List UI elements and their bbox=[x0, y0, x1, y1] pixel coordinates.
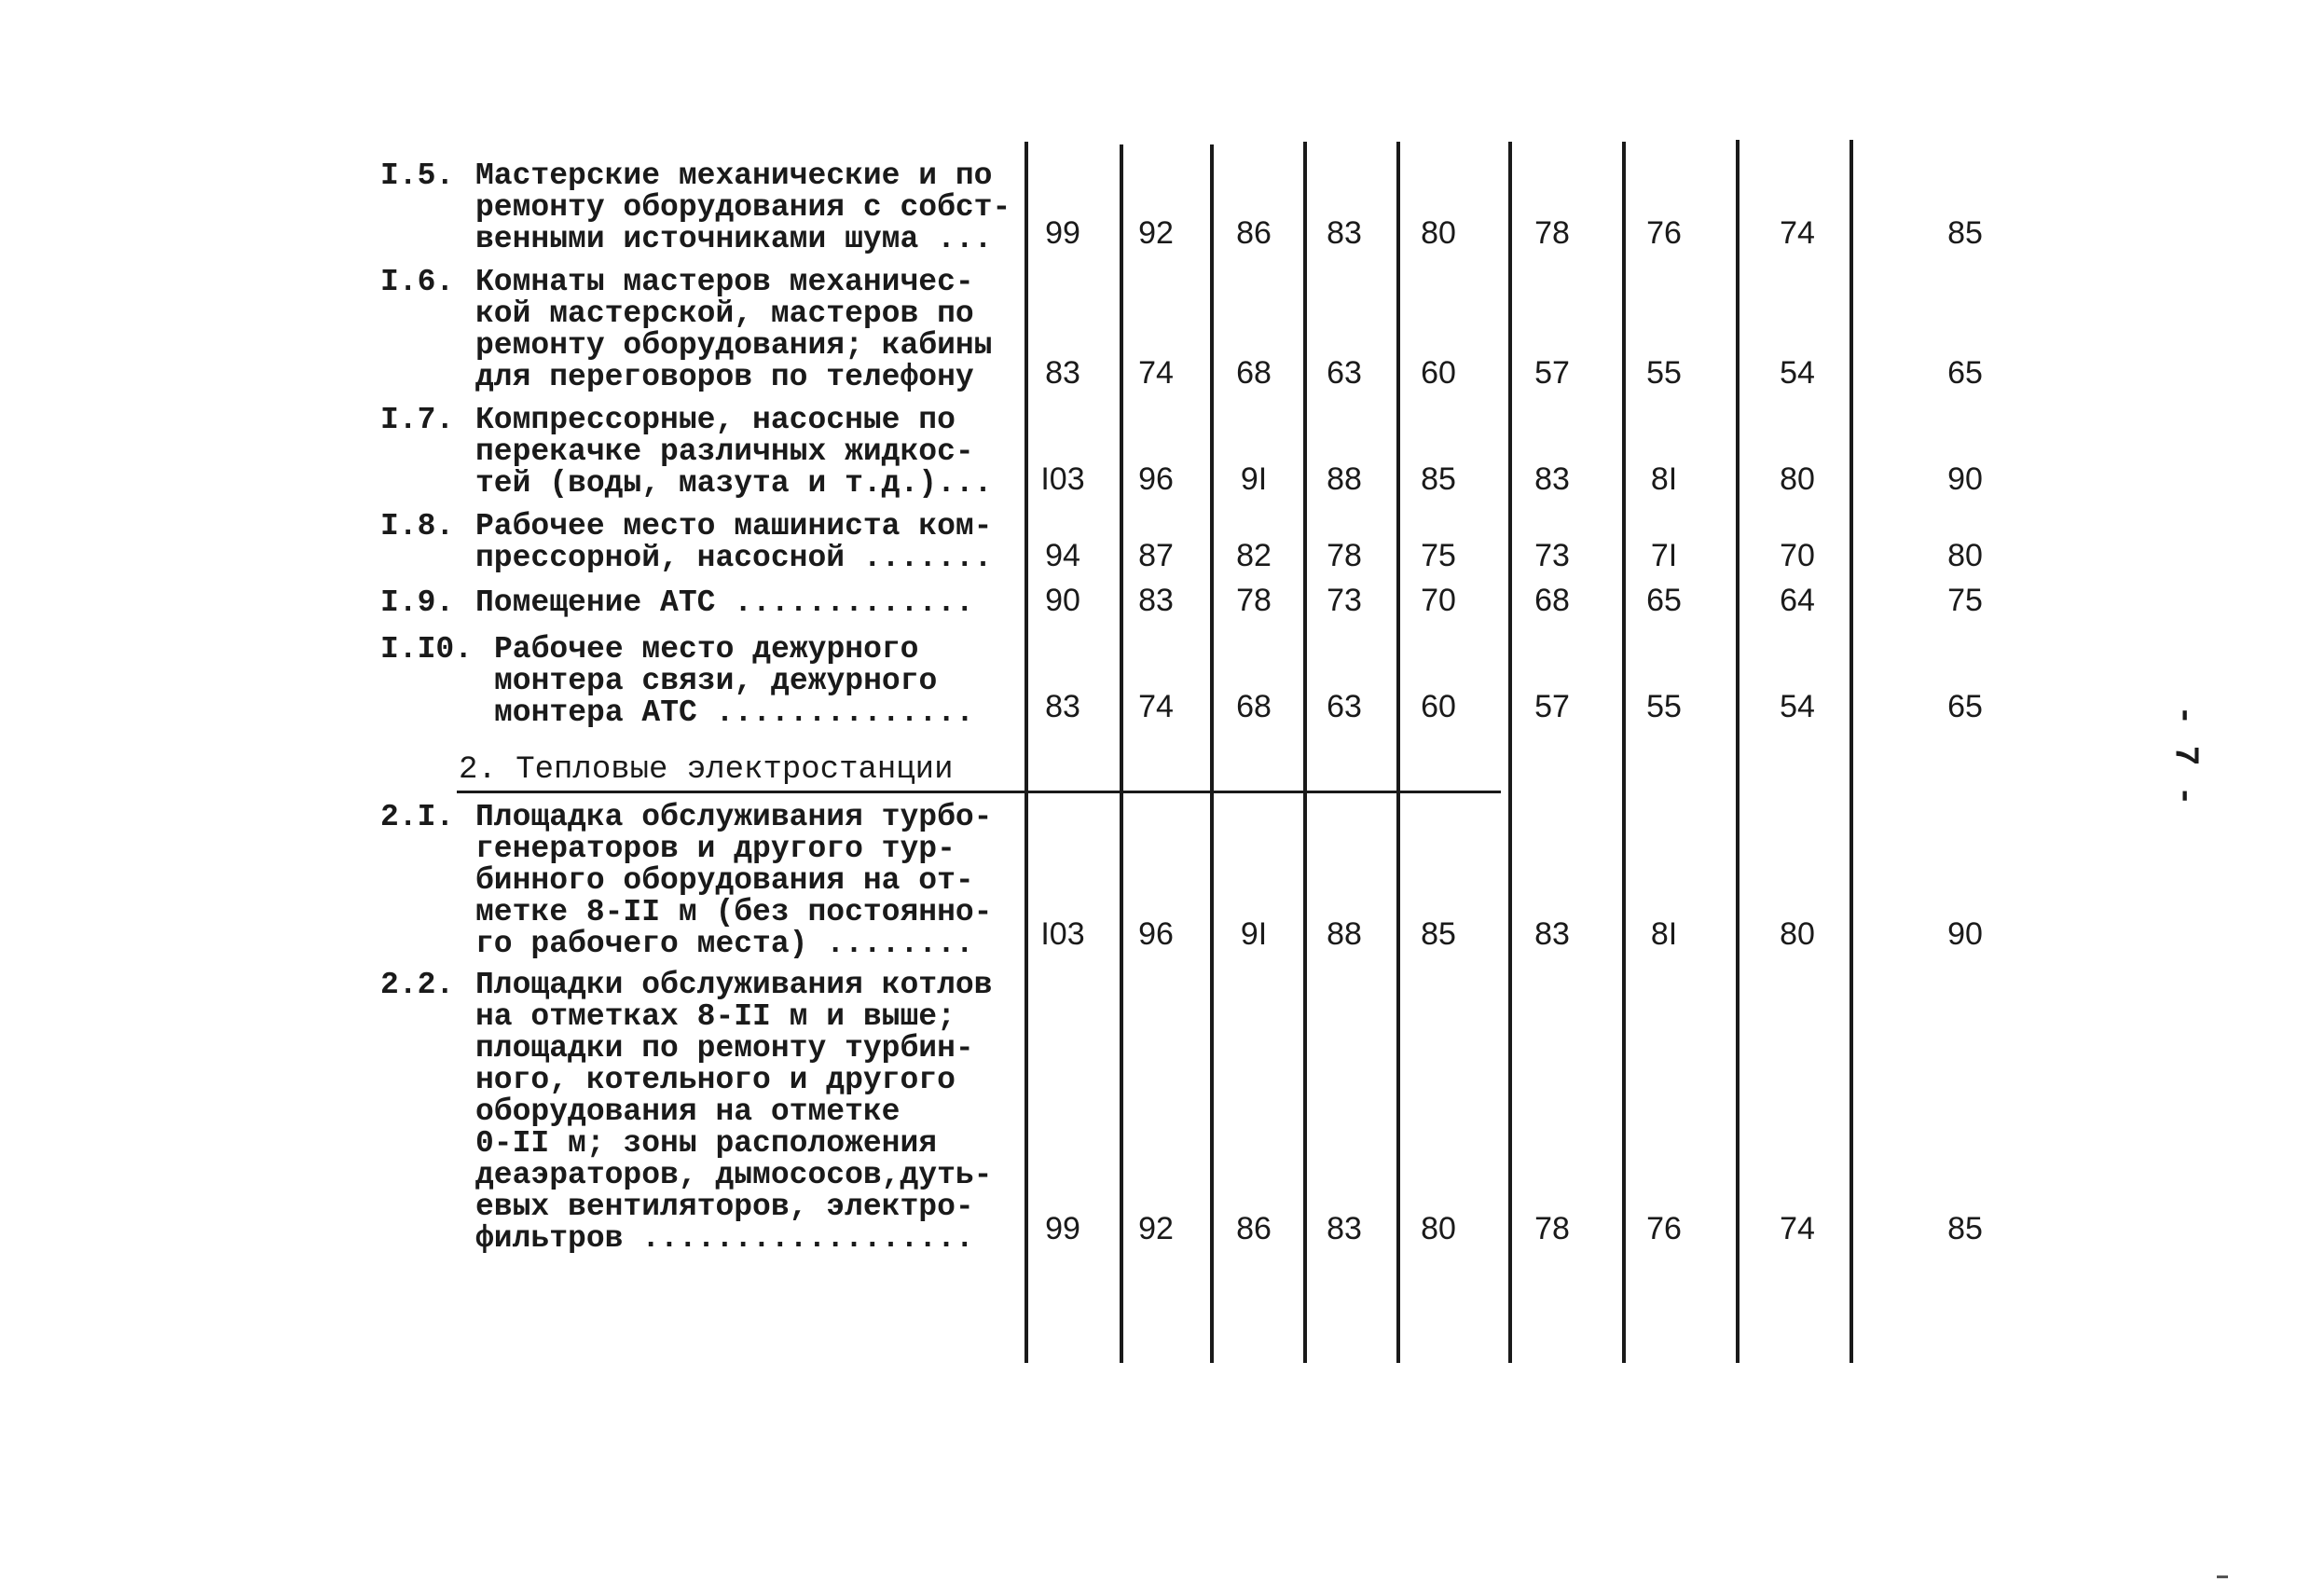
table-cell-value: 74 bbox=[1138, 355, 1174, 391]
row-description: Комнаты мастеров механичес- кой мастерской, мастеров по ремонту оборудования; кабины для переговоров по телефону bbox=[475, 265, 993, 394]
column-rule bbox=[1024, 142, 1028, 1363]
table-cell-value: 83 bbox=[1138, 583, 1174, 618]
table-cell-value: 76 bbox=[1646, 1211, 1682, 1246]
table-cell-value: 83 bbox=[1327, 215, 1362, 251]
table-cell-value: 78 bbox=[1534, 215, 1570, 251]
row-number: I.8. bbox=[380, 509, 455, 543]
table-cell-value: 86 bbox=[1236, 215, 1272, 251]
table-cell-value: 80 bbox=[1947, 538, 1983, 573]
table-cell-value: 73 bbox=[1534, 538, 1570, 573]
table-cell-value: 90 bbox=[1947, 916, 1983, 952]
row-description: Площадки обслуживания котлов на отметках 8-II м и выше; площадки по ремонту турбин- ного, котельного и другого оборудования на отметке 0-II м; зоны расположения деаэраторов, дымососов,дуть- евых вентиляторов, электро- фильтров .................. bbox=[475, 968, 993, 1256]
row-description: Мастерские механические и по ремонту оборудования с собст- венными источниками шума ... bbox=[475, 158, 1011, 256]
table-cell-value: 70 bbox=[1421, 583, 1456, 618]
row-number: 2.I. bbox=[380, 800, 455, 834]
table-cell-value: 88 bbox=[1327, 916, 1362, 952]
column-rule bbox=[1210, 144, 1214, 1363]
column-rule bbox=[1120, 144, 1123, 1363]
table-cell-value: 75 bbox=[1947, 583, 1983, 618]
table-cell-value: 92 bbox=[1138, 1211, 1174, 1246]
table-cell-value: 57 bbox=[1534, 689, 1570, 724]
table-cell-value: I03 bbox=[1040, 461, 1085, 497]
row-number: I.I0. bbox=[380, 632, 474, 667]
column-rule bbox=[1736, 140, 1740, 1363]
row-number: 2.2. bbox=[380, 968, 455, 1002]
row-description: Помещение АТС ............. bbox=[475, 585, 974, 620]
row-number: I.9. bbox=[380, 585, 455, 620]
scan-mark bbox=[2217, 1575, 2228, 1578]
table-cell-value: 9I bbox=[1240, 916, 1268, 952]
table-cell-value: 8I bbox=[1650, 916, 1678, 952]
table-cell-value: 60 bbox=[1421, 355, 1456, 391]
section-title-underline bbox=[457, 791, 1501, 793]
row-number: I.6. bbox=[380, 265, 455, 299]
row-number: I.7. bbox=[380, 403, 455, 437]
table-cell-value: 96 bbox=[1138, 916, 1174, 952]
table-cell-value: 78 bbox=[1327, 538, 1362, 573]
table-cell-value: 78 bbox=[1236, 583, 1272, 618]
row-description: Площадка обслуживания турбо- генераторов и другого тур- бинного оборудования на от- метке 8-II м (без постоянно- го рабочего места) ........ bbox=[475, 800, 993, 961]
page-number: - 7 - bbox=[2166, 705, 2205, 806]
table-cell-value: 60 bbox=[1421, 689, 1456, 724]
table-cell-value: 99 bbox=[1045, 215, 1080, 251]
table-cell-value: I03 bbox=[1040, 916, 1085, 952]
table-cell-value: 68 bbox=[1236, 355, 1272, 391]
table-cell-value: 9I bbox=[1240, 461, 1268, 497]
table-cell-value: 92 bbox=[1138, 215, 1174, 251]
table-cell-value: 65 bbox=[1947, 689, 1983, 724]
table-cell-value: 65 bbox=[1646, 583, 1682, 618]
table-cell-value: 54 bbox=[1780, 355, 1815, 391]
table-cell-value: 83 bbox=[1534, 461, 1570, 497]
table-cell-value: 64 bbox=[1780, 583, 1815, 618]
column-rule bbox=[1508, 142, 1512, 1363]
table-cell-value: 80 bbox=[1421, 1211, 1456, 1246]
row-description: Рабочее место машиниста ком- прессорной, насосной ....... bbox=[475, 509, 993, 575]
table-cell-value: 74 bbox=[1780, 215, 1815, 251]
table-cell-value: 85 bbox=[1421, 916, 1456, 952]
table-cell-value: 86 bbox=[1236, 1211, 1272, 1246]
table-cell-value: 65 bbox=[1947, 355, 1983, 391]
column-rule bbox=[1396, 142, 1400, 1363]
table-cell-value: 78 bbox=[1534, 1211, 1570, 1246]
table-cell-value: 57 bbox=[1534, 355, 1570, 391]
section-title: 2. Тепловые электростанции bbox=[459, 752, 954, 788]
column-rule bbox=[1303, 142, 1307, 1363]
table-cell-value: 96 bbox=[1138, 461, 1174, 497]
table-cell-value: 7I bbox=[1650, 538, 1678, 573]
table-cell-value: 88 bbox=[1327, 461, 1362, 497]
column-rule bbox=[1622, 142, 1626, 1363]
table-cell-value: 94 bbox=[1045, 538, 1080, 573]
table-cell-value: 90 bbox=[1045, 583, 1080, 618]
table-cell-value: 90 bbox=[1947, 461, 1983, 497]
table-cell-value: 8I bbox=[1650, 461, 1678, 497]
table-cell-value: 80 bbox=[1780, 916, 1815, 952]
table-cell-value: 73 bbox=[1327, 583, 1362, 618]
table-cell-value: 82 bbox=[1236, 538, 1272, 573]
table-cell-value: 85 bbox=[1947, 215, 1983, 251]
table-cell-value: 68 bbox=[1534, 583, 1570, 618]
table-cell-value: 83 bbox=[1534, 916, 1570, 952]
table-cell-value: 70 bbox=[1780, 538, 1815, 573]
table-cell-value: 83 bbox=[1327, 1211, 1362, 1246]
table-cell-value: 83 bbox=[1045, 689, 1080, 724]
table-cell-value: 80 bbox=[1780, 461, 1815, 497]
row-number: I.5. bbox=[380, 158, 455, 193]
table-cell-value: 63 bbox=[1327, 355, 1362, 391]
table-cell-value: 85 bbox=[1421, 461, 1456, 497]
table-cell-value: 68 bbox=[1236, 689, 1272, 724]
table-cell-value: 80 bbox=[1421, 215, 1456, 251]
table-cell-value: 75 bbox=[1421, 538, 1456, 573]
table-cell-value: 85 bbox=[1947, 1211, 1983, 1246]
table-cell-value: 76 bbox=[1646, 215, 1682, 251]
table-cell-value: 74 bbox=[1780, 1211, 1815, 1246]
table-cell-value: 55 bbox=[1646, 689, 1682, 724]
row-description: Рабочее место дежурного монтера связи, дежурного монтера АТС .............. bbox=[494, 632, 974, 730]
table-cell-value: 87 bbox=[1138, 538, 1174, 573]
table-cell-value: 74 bbox=[1138, 689, 1174, 724]
table-cell-value: 55 bbox=[1646, 355, 1682, 391]
table-cell-value: 54 bbox=[1780, 689, 1815, 724]
table-cell-value: 63 bbox=[1327, 689, 1362, 724]
row-description: Компрессорные, насосные по перекачке различных жидкос- тей (воды, мазута и т.д.)... bbox=[475, 403, 993, 501]
table-cell-value: 83 bbox=[1045, 355, 1080, 391]
column-rule bbox=[1850, 140, 1853, 1363]
table-cell-value: 99 bbox=[1045, 1211, 1080, 1246]
